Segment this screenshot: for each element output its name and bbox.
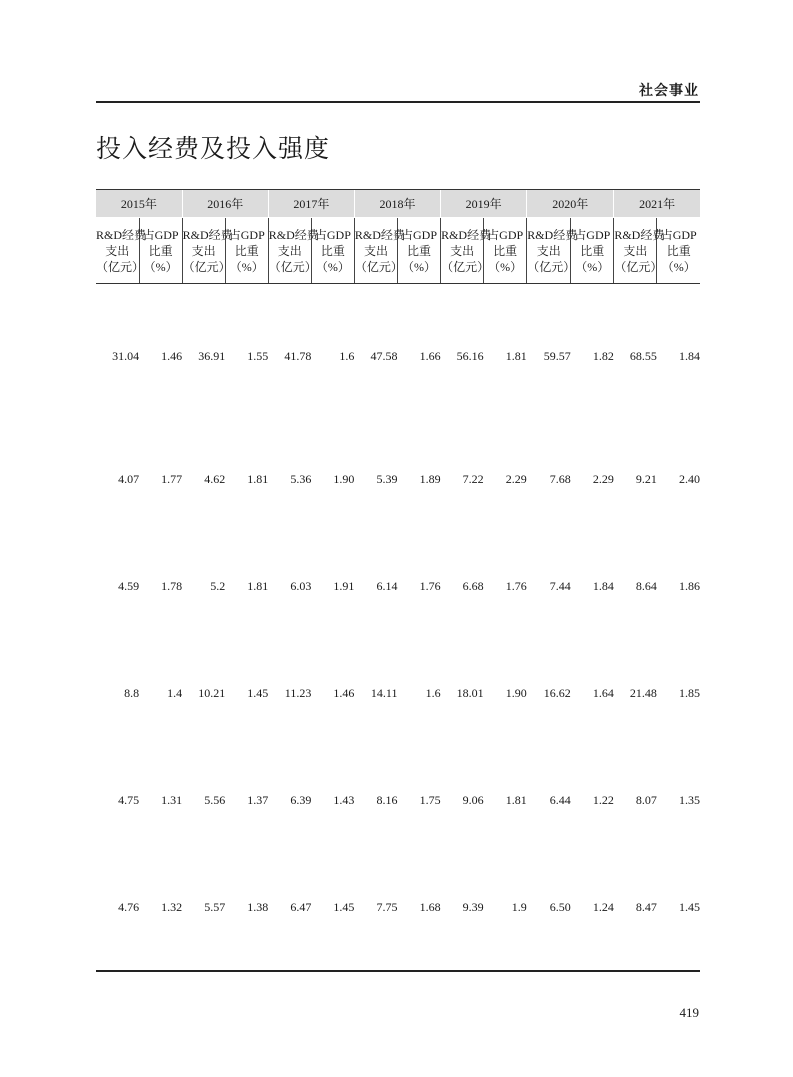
sub-header-line: R&D经费 [182,227,233,242]
sub-header-line: 占GDP [660,227,697,242]
ratio-cell: 1.82 [592,348,614,363]
sub-header-line: （亿元） [96,259,145,274]
ratio-header [657,218,700,284]
table-row [96,747,700,854]
sub-header-line: （%） [575,259,610,274]
expense-cell: 56.16 [456,348,484,363]
expense-cell: 16.62 [543,686,571,700]
ratio-header [484,218,527,284]
sub-header-line: 占GDP [574,227,611,242]
sub-header-line: 占GDP [487,227,524,242]
ratio-cell: 1.81 [247,579,269,593]
ratio-header [397,218,440,284]
expense-cell: 8.8 [124,686,140,700]
ratio-cell: 2.29 [505,472,527,486]
expense-cell: 6.50 [549,900,571,914]
ratio-cell: 1.45 [333,900,355,914]
ratio-cell: 1.84 [679,348,700,363]
ratio-cell: 1.78 [161,579,183,593]
expense-header [441,218,492,284]
sub-header-line: （亿元） [614,259,663,274]
ratio-cell: 1.77 [161,472,183,486]
expense-header [614,218,665,284]
year-header: 2020年 [527,190,614,218]
expense-cell: 59.57 [543,348,571,363]
expense-header [268,218,319,284]
expense-cell: 5.56 [204,793,226,807]
ratio-cell: 1.89 [419,472,441,486]
ratio-cell: 1.66 [419,348,441,363]
year-header: 2019年 [441,190,527,218]
expense-cell: 36.91 [198,348,226,363]
ratio-cell: 1.84 [592,579,614,593]
ratio-cell: 1.76 [505,579,527,593]
sub-header-line: （%） [143,259,178,274]
sub-header-line: R&D经费 [527,227,578,242]
sub-header-line: （亿元） [354,259,403,274]
sub-header-line: 占GDP [314,227,351,242]
header-rule [96,101,700,103]
sub-header-line: R&D经费 [441,227,492,242]
ratio-cell: 1.24 [592,900,614,914]
expense-cell: 8.07 [635,793,657,807]
ratio-cell: 1.9 [511,900,527,914]
expense-cell: 11.23 [284,686,312,700]
ratio-cell: 1.85 [679,686,700,700]
ratio-cell: 2.40 [679,472,700,486]
expense-cell: 9.39 [462,900,484,914]
sub-header-line: （%） [488,259,523,274]
sub-header-line: 占GDP [401,227,438,242]
expense-cell: 4.75 [118,793,140,807]
ratio-cell: 1.31 [161,793,183,807]
ratio-cell: 1.38 [247,900,269,914]
expense-cell: 18.01 [456,686,484,700]
sub-header-line: （%） [315,259,350,274]
expense-cell: 4.62 [204,472,226,486]
expense-cell: 9.06 [462,793,484,807]
expense-cell: 14.11 [370,686,398,700]
ratio-cell: 1.81 [247,472,269,486]
expense-cell: 5.57 [204,900,226,914]
sub-header-line: 比重 [320,243,345,258]
ratio-cell: 1.81 [505,793,527,807]
page-title: 投入经费及投入强度 [96,134,331,163]
page-number: 419 [679,1005,699,1020]
sub-header-line: 支出 [536,243,561,258]
table-row [96,284,700,427]
ratio-cell: 1.75 [419,793,441,807]
ratio-cell: 1.68 [419,900,441,914]
ratio-cell: 1.6 [339,348,355,363]
sub-header-line: （亿元） [182,259,231,274]
expense-cell: 4.59 [118,579,140,593]
table-body [96,284,700,962]
ratio-cell: 1.4 [167,686,183,700]
sub-header-line: （%） [402,259,437,274]
sub-header-line: R&D经费 [268,227,319,242]
year-header-row [96,190,700,218]
sub-header-line: 比重 [666,243,691,258]
ratio-cell: 1.76 [419,579,441,593]
expense-cell: 9.21 [635,472,657,486]
expense-cell: 10.21 [198,686,226,700]
sub-header-line: （%） [229,259,264,274]
ratio-header [311,218,354,284]
table-row [96,640,700,747]
ratio-header [139,218,182,284]
ratio-cell: 1.35 [679,793,700,807]
expense-header [96,218,147,284]
expense-cell: 7.75 [376,900,398,914]
ratio-cell: 1.45 [247,686,269,700]
expense-cell: 47.58 [370,348,398,363]
expense-cell: 21.48 [629,686,657,700]
ratio-cell: 1.6 [425,686,441,700]
ratio-cell: 1.22 [592,793,614,807]
expense-header [527,218,578,284]
ratio-cell: 1.46 [333,686,355,700]
sub-header-line: 占GDP [142,227,179,242]
year-header: 2016年 [182,190,268,218]
sub-header-line: 比重 [580,243,605,258]
expense-header [182,218,233,284]
sub-header-line: 支出 [450,243,475,258]
expense-cell: 4.07 [118,472,140,486]
ratio-cell: 1.90 [505,686,527,700]
sub-header-line: （%） [661,259,696,274]
ratio-cell: 1.32 [161,900,183,914]
expense-header [354,218,405,284]
sub-header-line: （亿元） [441,259,490,274]
sub-header-line: 支出 [623,243,648,258]
expense-cell: 6.03 [290,579,312,593]
expense-cell: 5.36 [290,472,312,486]
expense-cell: 8.16 [376,793,398,807]
expense-cell: 6.14 [376,579,398,593]
expense-cell: 8.64 [635,579,657,593]
table-row [96,533,700,640]
table-row [96,426,700,533]
ratio-cell: 2.29 [592,472,614,486]
expense-cell: 4.76 [118,900,140,914]
sub-header-line: 支出 [277,243,302,258]
expense-cell: 6.47 [290,900,312,914]
footer-rule [96,970,700,972]
sub-header-row [96,218,700,284]
sub-header-line: （亿元） [527,259,576,274]
sub-header-line: R&D经费 [614,227,665,242]
sub-header-line: 比重 [407,243,432,258]
sub-header-line: 占GDP [228,227,265,242]
ratio-cell: 1.46 [161,348,183,363]
sub-header-line: R&D经费 [96,227,147,242]
ratio-header [225,218,268,284]
year-header: 2021年 [614,190,700,218]
sub-header-line: 比重 [234,243,259,258]
section-header: 社会事业 [639,83,699,99]
expense-cell: 41.78 [284,348,312,363]
expense-cell: 6.39 [290,793,312,807]
ratio-cell: 1.86 [679,579,700,593]
ratio-cell: 1.55 [247,348,269,363]
year-header: 2015年 [96,190,182,218]
expense-cell: 7.44 [549,579,571,593]
expense-cell: 5.39 [376,472,398,486]
sub-header-line: 支出 [363,243,388,258]
year-header: 2018年 [354,190,440,218]
sub-header-line: （亿元） [268,259,317,274]
expense-cell: 7.22 [462,472,484,486]
sub-header-line: 比重 [493,243,518,258]
expense-cell: 6.68 [462,579,484,593]
ratio-cell: 1.81 [505,348,527,363]
ratio-cell: 1.90 [333,472,355,486]
ratio-cell: 1.45 [679,900,700,914]
sub-header-line: 支出 [105,243,130,258]
sub-header-line: 比重 [148,243,173,258]
ratio-cell: 1.37 [247,793,269,807]
year-header: 2017年 [268,190,354,218]
expense-cell: 68.55 [629,348,657,363]
ratio-cell: 1.91 [333,579,355,593]
expense-cell: 7.68 [549,472,571,486]
expense-cell: 5.2 [210,579,226,593]
rd-expense-table [96,189,700,961]
expense-cell: 8.47 [635,900,657,914]
ratio-header [571,218,614,284]
sub-header-line: 支出 [191,243,216,258]
ratio-cell: 1.43 [333,793,355,807]
expense-cell: 31.04 [112,348,140,363]
sub-header-line: R&D经费 [354,227,405,242]
ratio-cell: 1.64 [592,686,614,700]
table-row [96,854,700,961]
expense-cell: 6.44 [549,793,571,807]
